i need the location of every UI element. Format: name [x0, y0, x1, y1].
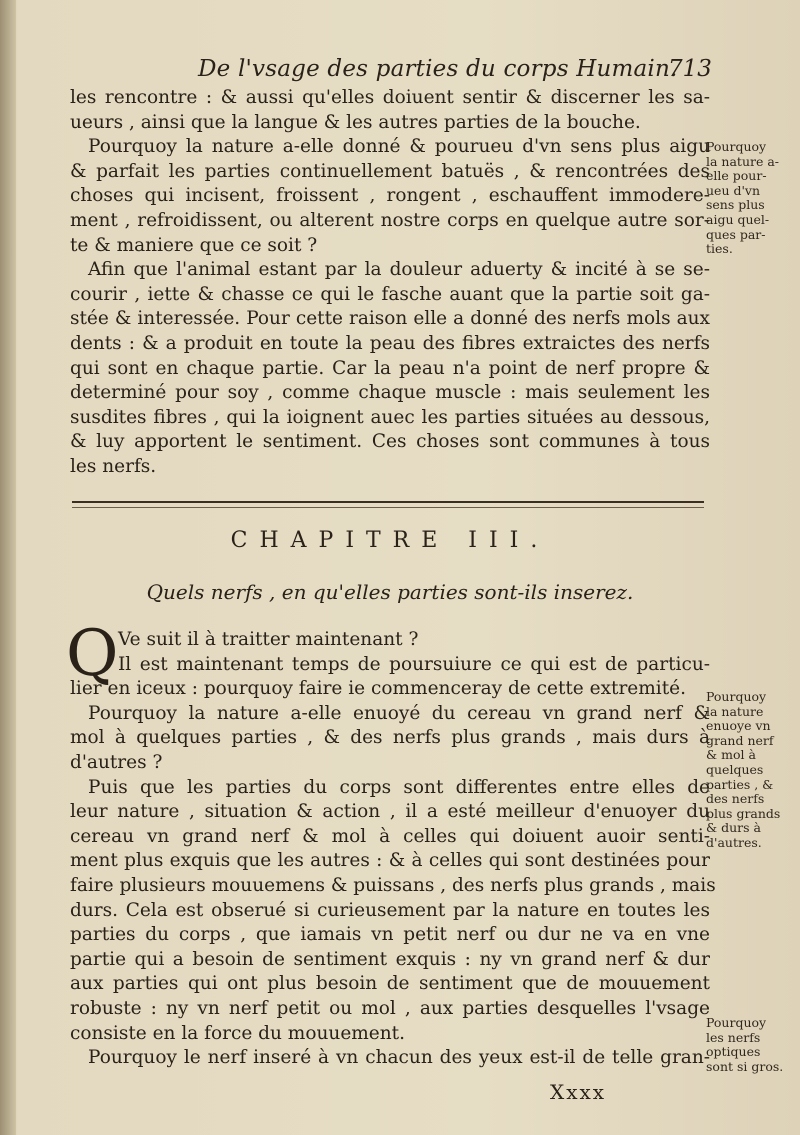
margin-note-line: & mol à [706, 747, 756, 763]
page-header [0, 50, 800, 86]
margin-note-line: grand nerf [706, 732, 774, 748]
text-line: ment plus exquis que les autres : & à celles qui sont destinées pour [70, 850, 710, 872]
text-line: aux parties qui ont plus besoin de sentiment que de mouuement [70, 973, 710, 995]
text-line: robuste : ny vn nerf petit ou mol , aux parties desquelles l'vsage [70, 997, 710, 1019]
signature-mark: Xxxx [550, 1080, 607, 1104]
text-line: les rencontre : & aussi qu'elles doiuent sentir & discerner les sa- [70, 87, 710, 108]
margin-note-line: & durs à [706, 820, 761, 836]
text-line: Il est maintenant temps de poursuiure ce qui est de particu- [118, 653, 710, 675]
margin-note-line: d'autres. [706, 834, 762, 850]
drop-cap: Q [66, 617, 119, 691]
running-title: De l'vsage des parties du corps Humain. [198, 56, 678, 82]
text-line: & parfait les parties continuellement batuës , & rencontrées des [70, 160, 710, 182]
section-divider-thin [72, 507, 704, 508]
text-line: dents : & a produit en toute la peau des fibres extraictes des nerfs [70, 332, 710, 354]
binding-gutter [0, 0, 16, 1135]
text-line: faire plusieurs mouuemens & puissans , des nerfs plus grands , mais [70, 874, 716, 896]
text-line: susdites fibres , qui la ioignent auec les parties situées au dessous, [70, 406, 710, 428]
top-paragraphs [70, 86, 710, 480]
text-line: stée & interessée. Pour cette raison elle a donné des nerfs mols aux [70, 308, 710, 330]
margin-note-line: ties. [706, 241, 733, 257]
margin-note-line: sont si gros. [706, 1058, 784, 1074]
text-line: leur nature , situation & action , il a esté meilleur d'enuoyer du [70, 801, 710, 823]
chapter-subtitle: Quels nerfs , en qu'elles parties sont-ils inserez. [146, 580, 634, 604]
text-line: ment , refroidissent, ou alterent nostre corps en quelque autre sor- [70, 209, 710, 231]
margin-note-line: sens plus [706, 197, 765, 213]
margin-note-line: optiques [706, 1044, 761, 1060]
page-number: 713 [668, 56, 712, 82]
text-line: courir , iette & chasse ce qui le fasche auant que la partie soit ga- [70, 283, 710, 305]
text-line: & luy apportent le sentiment. Ces choses sont communes à tous [70, 431, 710, 453]
margin-note-line: des nerfs [706, 791, 765, 807]
bottom-paragraphs [70, 628, 716, 1071]
margin-note-line: les nerfs [706, 1029, 761, 1045]
margin-note-line: plus grands [706, 805, 781, 821]
margin-note-senses [706, 140, 798, 257]
text-line: choses qui incisent, froissent , rongent , eschauffent immodere- [70, 185, 710, 207]
text-line: Pourquoy la nature a-elle enuoyé du cereau vn grand nerf & [88, 702, 710, 724]
margin-note-line: elle pour- [706, 168, 767, 184]
text-line: determiné pour soy , comme chaque muscle : mais seulement les [70, 382, 710, 404]
margin-note-line: parties , & [706, 776, 774, 792]
margin-note-line: Pourquoy [706, 1015, 767, 1030]
text-line: ueurs , ainsi que la langue & les autres parties de la bouche. [70, 111, 641, 133]
text-line: d'autres ? [70, 751, 163, 773]
margin-note-line: quelques [706, 761, 764, 777]
text-line: Puis que les parties du corps sont differentes entre elles de [88, 776, 710, 798]
text-line: parties du corps , que iamais vn petit nerf ou dur ne va en vne [70, 924, 710, 946]
section-divider [72, 501, 704, 503]
text-line: qui sont en chaque partie. Car la peau n'a point de nerf propre & [70, 357, 710, 379]
margin-note-line: la nature a- [706, 153, 780, 169]
text-line: les nerfs. [70, 455, 157, 477]
text-line: Afin que l'animal estant par la douleur aduerty & incité à se se- [88, 259, 710, 281]
text-line: cereau vn grand nerf & mol à celles qui doiuent auoir senti- [70, 825, 710, 847]
margin-note-optic [706, 1016, 798, 1074]
text-line: Pourquoy le nerf inseré à vn chacun des yeux est-il de telle gran- [88, 1047, 710, 1069]
text-line: te & maniere que ce soit ? [70, 234, 318, 256]
margin-note-line: Pourquoy [706, 689, 767, 704]
margin-note-line: ueu d'vn [706, 182, 761, 198]
text-line: partie qui a besoin de sentiment exquis : ny vn grand nerf & dur [70, 948, 710, 970]
text-line: Ve suit il à traitter maintenant ? [118, 629, 419, 650]
chapter-heading: CHAPITRE III. [230, 528, 550, 553]
margin-note-line: aigu quel- [706, 211, 770, 227]
margin-note-line: la nature [706, 703, 764, 719]
margin-note-line: enuoye vn [706, 718, 771, 734]
text-line: Pourquoy la nature a-elle donné & pourueu d'vn sens plus aigu [88, 136, 710, 158]
margin-note-line: ques par- [706, 226, 766, 242]
margin-note-line: Pourquoy [706, 139, 767, 154]
text-line: lier en iceux : pourquoy faire ie commenceray de cette extremité. [70, 678, 686, 700]
text-line: durs. Cela est obserué si curieusement par la nature en toutes les [70, 899, 710, 921]
text-line: mol à quelques parties , & des nerfs plus grands , mais durs à [70, 727, 710, 749]
text-line: consiste en la force du mouuement. [70, 1022, 405, 1044]
margin-note-nerves [706, 690, 798, 851]
